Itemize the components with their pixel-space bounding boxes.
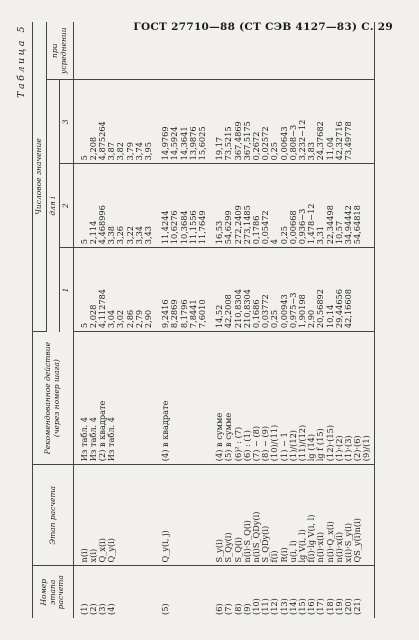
page-header: ГОСТ 27710—88 (СТ СЭВ 4127—83) С. 29 (133, 21, 393, 33)
cell-line: (21) (352, 598, 363, 615)
cell-line: 3,26 (115, 225, 126, 245)
cell-line: (2) (87, 603, 98, 615)
values-i2 (155, 164, 209, 248)
values-i3 (209, 80, 374, 164)
cell-line: 10,14 (324, 304, 335, 329)
recommended-actions (209, 332, 374, 465)
cell-line: 3,34 (133, 225, 144, 245)
cell-line: 3,82 (115, 142, 126, 161)
values-averaged (73, 22, 155, 80)
cell-line: 0,00668 (287, 210, 298, 245)
cell-line: 2,208 (87, 136, 98, 161)
cell-line: 15,6025 (196, 126, 207, 161)
cell-line: 0,25 (269, 142, 280, 161)
stage-names (73, 465, 155, 566)
cell-line: 3,74 (133, 142, 144, 161)
cell-line: 0,1686 (250, 299, 261, 329)
cell-line: Из табл. 4 (78, 417, 89, 462)
cell-line: (12) (269, 598, 280, 615)
cell-line: (8) − (9) (260, 425, 271, 462)
cell-line: u(i, l) (287, 540, 298, 563)
cell-line: Q_x(i) (96, 538, 107, 563)
col-header-numeric-value: Числовое значение (33, 22, 47, 332)
cell-line: (11) (260, 598, 271, 615)
cell-line: (12)·(15) (324, 424, 335, 462)
cell-line: QS_y(i)n(i) (352, 518, 363, 563)
cell-line: 3,95 (142, 142, 153, 161)
cell-line: 2,90 (142, 309, 153, 329)
recommended-actions (73, 332, 155, 465)
cell-line: 9,2416 (160, 299, 171, 329)
cell-line: Из табл. 4 (106, 417, 117, 462)
cell-line: lg (14) (306, 433, 317, 462)
cell-line: lg V(i, l) (296, 529, 307, 563)
cell-line: 3,83 (306, 142, 317, 161)
cell-line: 5 (78, 322, 89, 329)
cell-line: 7,6010 (196, 299, 207, 329)
values-i2 (73, 164, 155, 248)
cell-line: 7,8441 (187, 299, 198, 329)
cell-line: 14,52 (214, 304, 225, 329)
cell-line: n(i) (78, 548, 89, 563)
cell-line: (18) (324, 598, 335, 615)
cell-line: 3,22 (124, 225, 135, 245)
cell-line: 0,00643 (278, 126, 289, 161)
cell-line: 3,87 (106, 142, 117, 161)
cell-line: (11)/(12) (296, 424, 307, 462)
cell-line: S_y(i) (214, 539, 225, 563)
cell-line: 8,1796 (178, 299, 189, 329)
table-caption: Таблица 5 (16, 24, 27, 98)
recommended-actions (155, 332, 209, 465)
cell-line: 42,2008 (223, 294, 234, 329)
cell-line: 11,04 (324, 136, 335, 161)
cell-line: (5) в сумме (223, 412, 234, 462)
cell-line: 0,808−3 (287, 124, 298, 161)
table-body (73, 22, 374, 618)
cell-line: (8) (232, 603, 243, 615)
cell-line: (1) (78, 603, 89, 615)
cell-line: 367,4869 (232, 121, 243, 161)
cell-line: (10)/(11) (269, 424, 280, 462)
cell-line: 0,1786 (250, 215, 261, 245)
cell-line: (3) (96, 603, 107, 615)
cell-line: (13) (278, 598, 289, 615)
table-row (155, 22, 209, 618)
cell-line: 272,2409 (232, 205, 243, 245)
cell-line: Q_y(i, j) (160, 530, 171, 563)
cell-line: Q_y(i) (106, 537, 117, 563)
cell-line: f(i) (269, 550, 280, 563)
cell-line: n(i)·Q_x(i) (324, 521, 335, 563)
cell-line: S_QDy(i) (260, 525, 271, 563)
cell-line: (20) (342, 598, 353, 615)
cell-line: 73,49778 (342, 121, 353, 161)
cell-line: 0,25 (278, 225, 289, 245)
values-i3 (155, 80, 209, 164)
cell-line: (15) (296, 598, 307, 615)
cell-line: n(i)·S_Q(i) (241, 520, 252, 563)
cell-line: (14) (287, 598, 298, 615)
stage-names (155, 465, 209, 566)
values-i2 (209, 164, 374, 248)
cell-line: 14,3641 (178, 126, 189, 161)
cell-line: 11,1556 (187, 210, 198, 245)
cell-line: 13,9876 (187, 126, 198, 161)
values-i3 (73, 80, 155, 164)
cell-line: 210,8304 (232, 289, 243, 329)
rotated-table-block (16, 22, 408, 618)
cell-line: 1,478−12 (306, 203, 317, 245)
cell-line: S_Q(i) (232, 537, 243, 563)
cell-line: S_Qy(i) (223, 532, 234, 563)
values-averaged (155, 22, 209, 80)
cell-line: 3,38 (106, 225, 117, 245)
cell-line: 0,03772 (260, 294, 271, 329)
cell-line: (5) (160, 603, 171, 615)
values-i1 (155, 248, 209, 332)
cell-line: 10,3684 (178, 210, 189, 245)
cell-line: 273,1485 (241, 205, 252, 245)
cell-line: 10,57 (333, 220, 344, 245)
cell-line: 11,7649 (196, 210, 207, 245)
col-header-for-i: для i (46, 80, 60, 332)
cell-line: 54,64818 (352, 205, 363, 245)
cell-line: 14,9769 (160, 126, 171, 161)
col-header-i1: 1 (60, 248, 74, 332)
cell-line: x(i) (87, 548, 98, 563)
cell-line: (2)·(6) (352, 435, 363, 462)
cell-line: 3,04 (106, 309, 117, 329)
cell-line: 4 (269, 239, 280, 245)
cell-line: 20,56892 (315, 289, 326, 329)
cell-line: 2,79 (133, 309, 144, 329)
cell-line: 29,44656 (333, 289, 344, 329)
values-averaged (209, 22, 374, 80)
cell-line: 5 (78, 155, 89, 161)
cell-line: 11,4244 (160, 210, 171, 245)
cell-line: R(i) (278, 547, 289, 563)
cell-line: (6) (214, 603, 225, 615)
cell-line: 0,05472 (260, 210, 271, 245)
cell-line: 5 (78, 239, 89, 245)
stage-numbers (155, 566, 209, 618)
cell-line: 0,936−3 (296, 208, 307, 245)
cell-line: (4) (106, 603, 117, 615)
cell-line: 4,112784 (96, 289, 107, 329)
cell-line: 3,232−12 (296, 119, 307, 161)
cell-line: (1)/(12) (287, 430, 298, 462)
cell-line: Из табл. 4 (87, 417, 98, 462)
cell-line: 1,90198 (296, 294, 307, 329)
cell-line: 24,37682 (315, 121, 326, 161)
cell-line: (16) (306, 598, 317, 615)
cell-line: 2,90 (306, 309, 317, 329)
cell-line: 210,8304 (241, 289, 252, 329)
data-table (32, 22, 375, 618)
cell-line: 42,32716 (333, 121, 344, 161)
col-header-stage: Этап расчета (33, 465, 74, 566)
cell-line: (9)/(1) (361, 435, 372, 462)
cell-line: (7) − (8) (250, 425, 261, 462)
cell-line: n(i)·x(i) (333, 531, 344, 563)
values-i1 (209, 248, 374, 332)
cell-line: (2) в квадрате (96, 400, 107, 462)
cell-line: 367,5175 (241, 121, 252, 161)
cell-line: lg f (15) (315, 428, 326, 462)
cell-line: 0,2672 (250, 131, 261, 161)
cell-line: n(i)·x(i) (315, 531, 326, 563)
col-header-recommended: Рекомендованное действие (через номер шага) (33, 332, 74, 465)
cell-line: 0,25 (269, 309, 280, 329)
cell-line: (1)·(2) (333, 435, 344, 462)
values-i1 (73, 248, 155, 332)
cell-line: 10,6276 (169, 210, 180, 245)
cell-line: 3,43 (142, 225, 153, 245)
cell-line: 8,2869 (169, 299, 180, 329)
stage-names (209, 465, 374, 566)
cell-line: (1) − 1 (278, 432, 289, 462)
cell-line: 0,975−3 (287, 292, 298, 329)
cell-line: (6)² : (7) (232, 426, 243, 462)
cell-line: (9) (241, 603, 252, 615)
col-header-num: Номер этапа расчета (33, 566, 74, 618)
stage-numbers (73, 566, 155, 618)
cell-line: f(i)·lg V(i, l) (306, 514, 317, 563)
cell-line: (7) (223, 603, 234, 615)
cell-line: 4,468996 (96, 205, 107, 245)
cell-line: 4,875264 (96, 121, 107, 161)
table-row (73, 22, 155, 618)
cell-line: 54,6299 (223, 210, 234, 245)
cell-line: (4) в квадрате (160, 400, 171, 462)
cell-line: 0,00943 (278, 294, 289, 329)
cell-line: 42,16608 (342, 289, 353, 329)
cell-line: 73,5215 (223, 126, 234, 161)
cell-line: 2,028 (87, 304, 98, 329)
cell-line: 19,17 (214, 136, 225, 161)
cell-line: 14,5924 (169, 126, 180, 161)
cell-line: 22,34498 (324, 205, 335, 245)
cell-line: 3,79 (124, 142, 135, 161)
col-header-averaged: при усреднении (46, 22, 73, 80)
cell-line: 3,31 (315, 225, 326, 245)
stage-numbers (209, 566, 374, 618)
cell-line: (6) : (1) (241, 430, 252, 462)
cell-line: (4) в сумме (214, 412, 225, 462)
cell-line: n(i)S_QDy(i) (250, 511, 261, 563)
cell-line: 34,94442 (342, 205, 353, 245)
cell-line: x(i)·S_y(i) (342, 522, 353, 563)
cell-line: 0,02572 (260, 126, 271, 161)
col-header-i3: 3 (60, 80, 74, 164)
table-row (209, 22, 374, 618)
col-header-i2: 2 (60, 164, 74, 248)
cell-line: 2,86 (124, 309, 135, 329)
cell-line: 2,114 (87, 220, 98, 245)
cell-line: 3,02 (115, 309, 126, 329)
cell-line: (19) (333, 598, 344, 615)
cell-line: (1)·(3) (342, 435, 353, 462)
cell-line: 16,53 (214, 220, 225, 245)
cell-line: (10) (250, 598, 261, 615)
cell-line: (17) (315, 598, 326, 615)
